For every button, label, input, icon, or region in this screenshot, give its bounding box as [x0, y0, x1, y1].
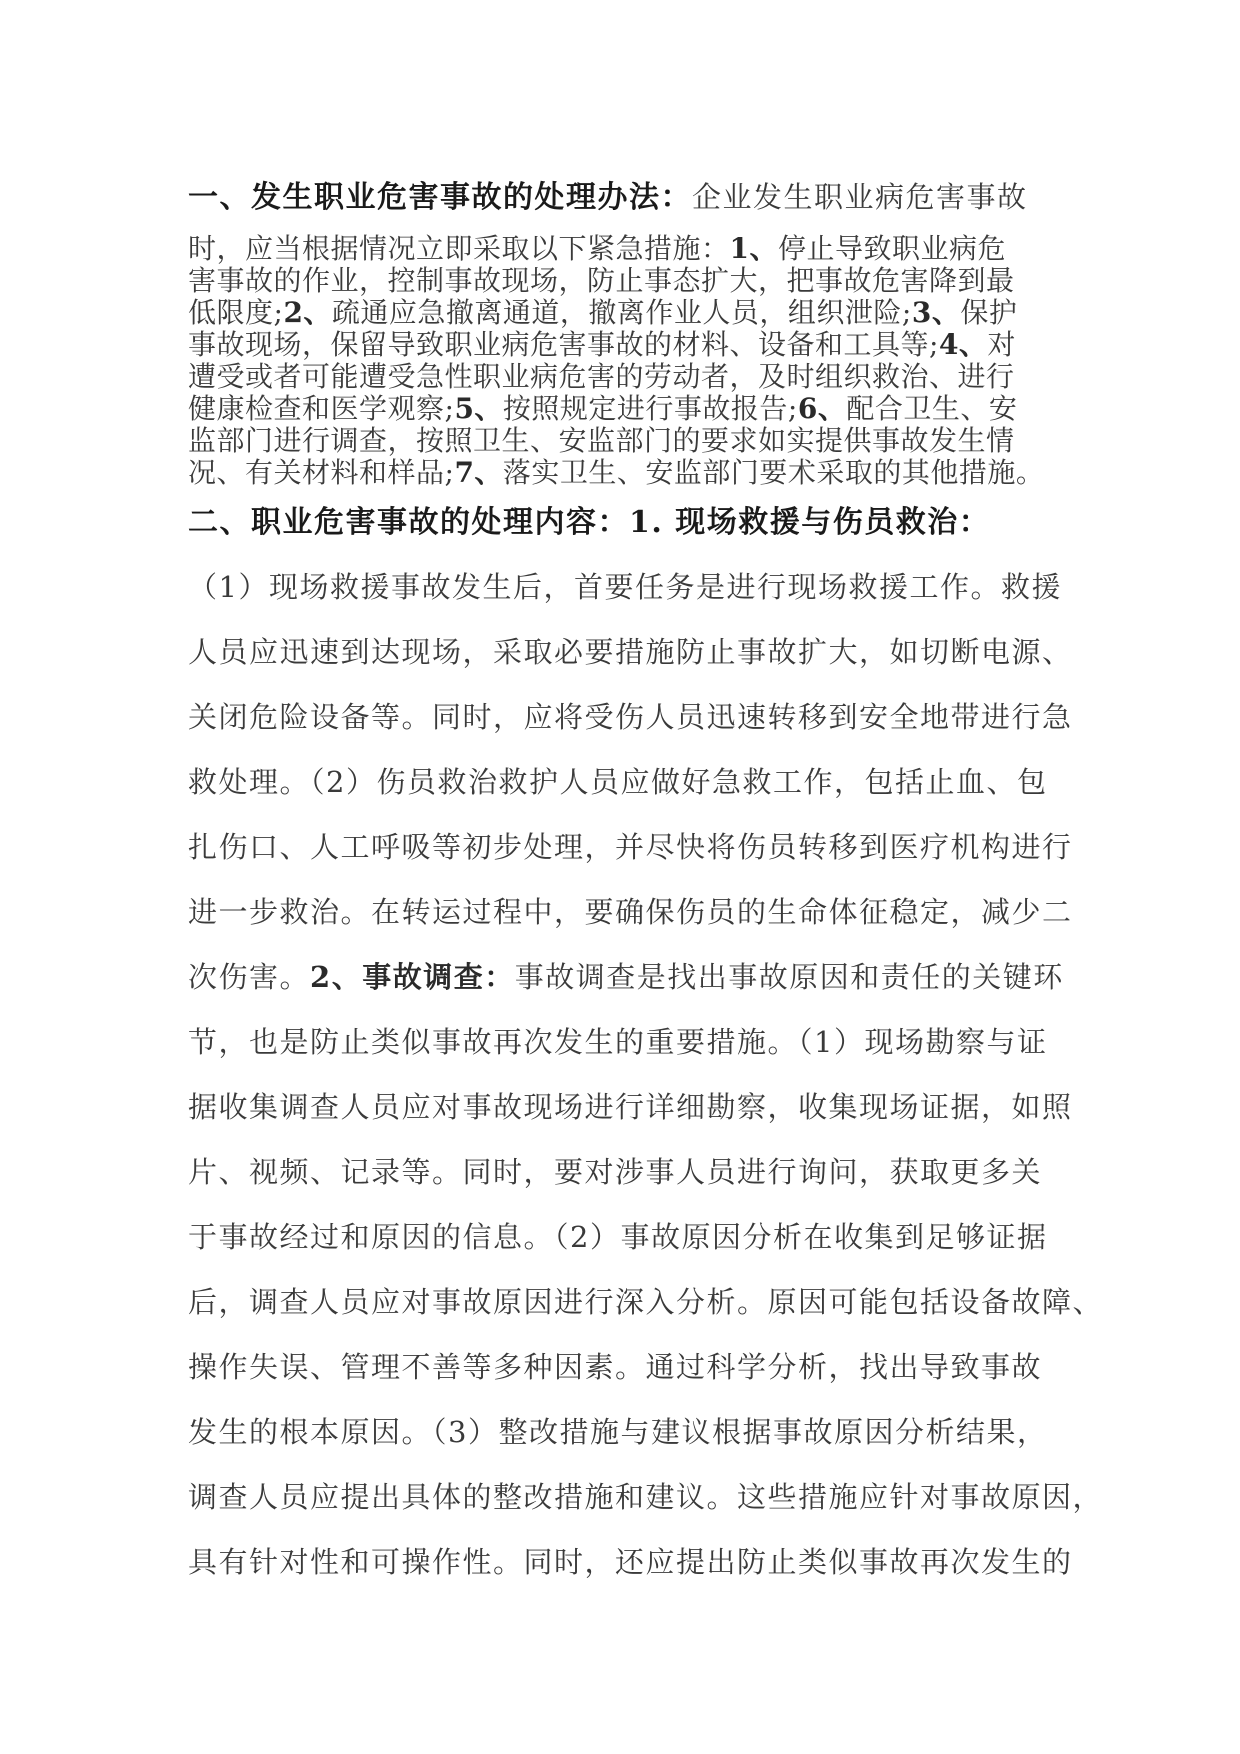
item-number: 5、	[454, 392, 503, 425]
section2-text: 片、视频、记录等。同时，要对涉事人员进行询问，获取更多关	[188, 1155, 1043, 1189]
section2-text: 进一步救治。在转运过程中，要确保伤员的生命体征稳定，减少二	[188, 895, 1073, 929]
section1-text: 时，应当根据情况立即采取以下紧急措施：	[188, 232, 730, 265]
section1-heading: 一、发生职业危害事故的处理办法：	[188, 180, 692, 215]
section2-text: 于事故经过和原因的信息。（2）事故原因分析在收集到足够证据	[188, 1220, 1048, 1254]
section1-line-2	[188, 232, 1068, 266]
section2-text: 扎伤口、人工呼吸等初步处理，并尽快将伤员转移到医疗机构进行	[188, 830, 1073, 864]
section2-text: 次伤害。	[188, 960, 311, 994]
section2-line-15	[188, 1480, 1104, 1514]
subsection-heading: 2、事故调查：	[310, 960, 515, 994]
section1-text: 保护	[960, 296, 1018, 329]
section2-line-12	[188, 1285, 1104, 1319]
item-number: 3、	[911, 296, 961, 329]
section1-text: 配合卫生、安	[846, 392, 1018, 425]
section2-line-2	[188, 635, 1073, 669]
section2-text: 调查人员应提出具体的整改措施和建议。这些措施应针对事故原因，	[188, 1480, 1104, 1514]
section2-line-3	[188, 700, 1073, 734]
section1-text: 疏通应急撤离通道，撤离作业人员，组织泄险;	[331, 296, 912, 329]
section2-line-5	[188, 830, 1073, 864]
section1-text: 落实卫生、安监部门要术采取的其他措施。	[502, 456, 1045, 489]
section1-text: 企业发生职业病危害事故	[692, 180, 1028, 214]
section2-text: 操作失误、管理不善等多种因素。通过科学分析，找出导致事故	[188, 1350, 1043, 1384]
section2-line-13	[188, 1350, 1068, 1384]
section2-line-9	[188, 1090, 1073, 1124]
section1-text: 遭受或者可能遭受急性职业病危害的劳动者，及时组织救治、进行	[188, 360, 1015, 393]
section2-line-4	[188, 765, 1068, 799]
section1-text: 健康检查和医学观察;	[188, 392, 455, 425]
section1-line-7	[188, 392, 1068, 426]
section2-line-11	[188, 1220, 1068, 1254]
section1-line-3	[188, 264, 1068, 298]
section2-line-7	[188, 960, 1068, 994]
section1-line-5	[188, 328, 1068, 362]
section2-text: 节，也是防止类似事故再次发生的重要措施。（1）现场勘察与证	[188, 1025, 1048, 1059]
section2-text: （1）现场救援事故发生后，首要任务是进行现场救援工作。救援	[188, 570, 1062, 604]
section2-line-16	[188, 1545, 1073, 1579]
section2-line-heading	[188, 505, 1068, 540]
item-number: 2、	[283, 296, 332, 329]
section1-text: 停止导致职业病危	[778, 232, 1007, 265]
section2-text: 事故调查是找出事故原因和责任的关键环	[514, 960, 1064, 994]
section1-line-4	[188, 296, 1068, 330]
section2-text: 发生的根本原因。（3）整改措施与建议根据事故原因分析结果，	[188, 1415, 1048, 1449]
section1-line-8	[188, 424, 1068, 458]
section2-line-1	[188, 570, 1068, 604]
item-number: 6、	[797, 392, 847, 425]
section1-text: 害事故的作业，控制事故现场，防止事态扩大，把事故危害降到最	[188, 264, 1015, 297]
section2-text: 关闭危险设备等。同时，应将受伤人员迅速转移到安全地带进行急	[188, 700, 1073, 734]
section2-line-10	[188, 1155, 1068, 1189]
section2-text: 据收集调查人员应对事故现场进行详细勘察，收集现场证据，如照	[188, 1090, 1073, 1124]
section2-text: 救处理。（2）伤员救治救护人员应做好急救工作，包括止血、包	[188, 765, 1048, 799]
section1-text: 按照规定进行事故报告;	[502, 392, 798, 425]
section1-text: 对	[987, 328, 1016, 361]
section1-line-9	[188, 456, 1068, 490]
section1-line-6	[188, 360, 1068, 394]
section2-heading: 二、职业危害事故的处理内容：1. 现场救援与伤员救治：	[188, 505, 991, 540]
section1-text: 事故现场，保留导致职业病危害事故的材料、设备和工具等;	[188, 328, 939, 361]
section2-text: 后，调查人员应对事故原因进行深入分析。原因可能包括设备故障、	[188, 1285, 1104, 1319]
section1-line-1	[188, 180, 1068, 215]
section2-line-6	[188, 895, 1073, 929]
item-number: 1、	[729, 232, 778, 265]
section2-line-8	[188, 1025, 1068, 1059]
section2-text: 具有针对性和可操作性。同时，还应提出防止类似事故再次发生的	[188, 1545, 1073, 1579]
section2-line-14	[188, 1415, 1068, 1449]
item-number: 7、	[454, 456, 503, 489]
item-number: 4、	[938, 328, 988, 361]
section2-text: 人员应迅速到达现场，采取必要措施防止事故扩大，如切断电源、	[188, 635, 1073, 669]
section1-text: 低限度;	[188, 296, 284, 329]
section1-text: 监部门进行调查，按照卫生、安监部门的要求如实提供事故发生情	[188, 424, 1015, 457]
section1-text: 况、有关材料和样品;	[188, 456, 455, 489]
